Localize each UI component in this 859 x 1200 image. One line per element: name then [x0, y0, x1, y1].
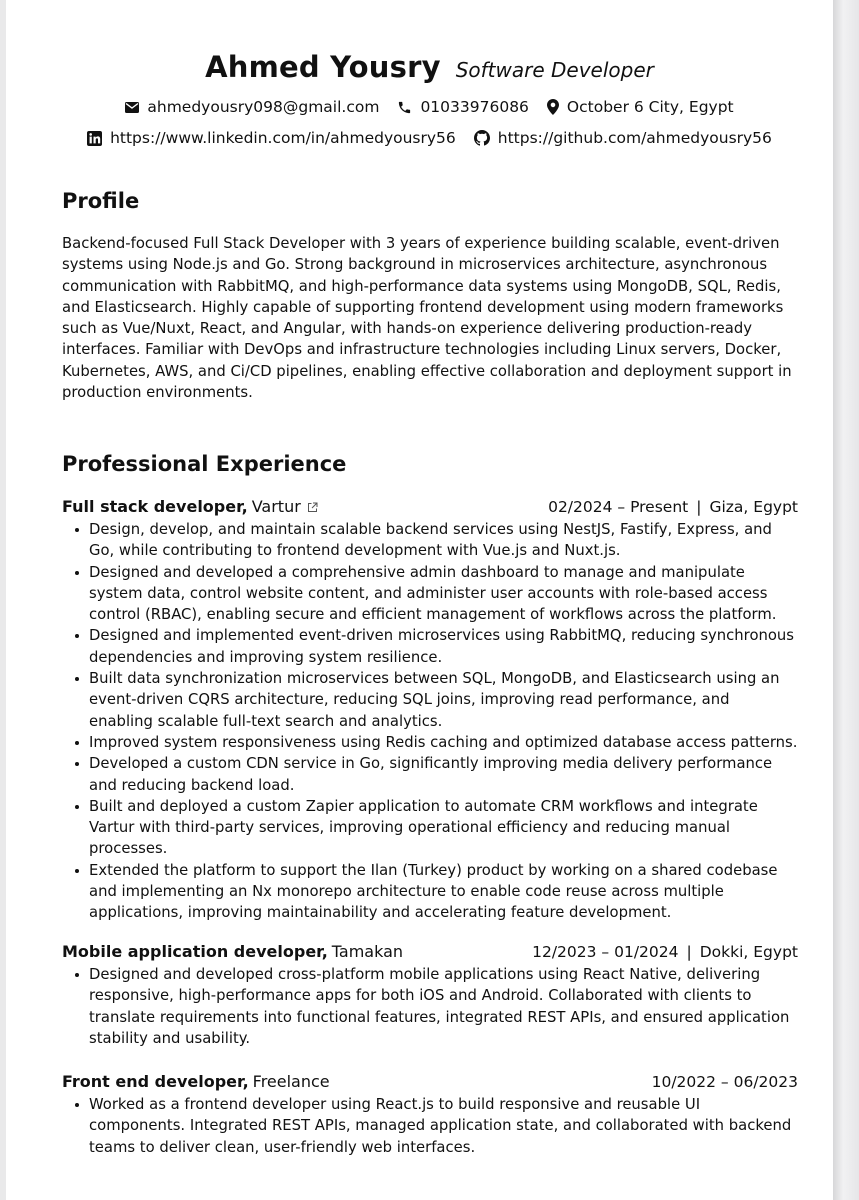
job-meta: [652, 1071, 798, 1093]
map-pin-icon: [547, 99, 559, 115]
phone-number[interactable]: 01033976086: [420, 98, 529, 116]
profile-heading: Profile: [62, 189, 140, 213]
job-bullets: [62, 1094, 798, 1158]
email-link[interactable]: ahmedyousry098@gmail.com: [147, 98, 380, 116]
list-item: Improved system responsiveness using Redis caching and optimized database access patterns.: [89, 732, 798, 753]
linkedin-contact[interactable]: [87, 129, 456, 147]
envelope-icon: [125, 102, 139, 113]
job-role: Front end developer,: [62, 1072, 249, 1091]
job-title-group: [62, 941, 403, 963]
linkedin-link[interactable]: https://www.linkedin.com/in/ahmedyousry56: [110, 129, 456, 147]
candidate-title: Software Developer: [455, 58, 654, 82]
experience-heading: Professional Experience: [62, 452, 347, 476]
company-link[interactable]: Vartur: [251, 497, 301, 516]
contact-row: [0, 98, 859, 116]
job-freelance: [62, 1071, 798, 1158]
resume-header: [0, 50, 859, 147]
list-item: Designed and implemented event-driven microservices using RabbitMQ, reducing synchronous dependencies and improving system resilience.: [89, 625, 798, 668]
job-location: Giza, Egypt: [709, 498, 798, 516]
job-meta: [532, 941, 798, 963]
list-item: Design, develop, and maintain scalable backend services using NestJS, Fastify, Express, and Go, while contributing to frontend development with Vue.js and Nuxt.js.: [89, 519, 798, 562]
candidate-name: Ahmed Yousry: [205, 50, 441, 84]
list-item: Built and deployed a custom Zapier application to automate CRM workflows and integrate Vartur with third-party services, improving operational efficiency and reducing manual processes.: [89, 796, 798, 860]
job-header: [62, 941, 798, 963]
company-name: Freelance: [252, 1072, 330, 1091]
meta-separator: |: [696, 498, 702, 516]
company-name: Tamakan: [331, 942, 404, 961]
email-contact[interactable]: [125, 98, 379, 116]
linkedin-icon: [87, 131, 102, 146]
job-dates: 12/2023 – 01/2024: [532, 943, 679, 961]
job-tamakan: [62, 941, 798, 1049]
list-item: Designed and developed cross-platform mobile applications using React Native, delivering responsive, high-performance apps for both iOS and Android. Collaborated with clients to translate requirements into functional features, integrated REST APIs, and ensured application stability and usability.: [89, 964, 798, 1049]
job-header: [62, 496, 798, 518]
job-bullets: [62, 519, 798, 924]
location-text: October 6 City, Egypt: [566, 98, 734, 116]
job-dates: 02/2024 – Present: [548, 498, 689, 516]
job-location: Dokki, Egypt: [699, 943, 798, 961]
github-icon: [474, 130, 490, 146]
job-role: Mobile application developer,: [62, 942, 328, 961]
github-contact[interactable]: [474, 129, 772, 147]
list-item: Designed and developed a comprehensive admin dashboard to manage and manipulate system data, control website content, and administer user accounts with role-based access control (RBAC), enabling secure and efficient management of workflows across the platform.: [89, 562, 798, 626]
phone-contact[interactable]: [397, 98, 528, 116]
list-item: Developed a custom CDN service in Go, significantly improving media delivery performance and reducing backend load.: [89, 753, 798, 796]
phone-icon: [397, 100, 412, 115]
location-contact: [547, 98, 734, 116]
links-row: [0, 129, 859, 147]
job-dates: 10/2022 – 06/2023: [651, 1073, 798, 1091]
github-link[interactable]: https://github.com/ahmedyousry56: [497, 129, 772, 147]
page-edge: [833, 0, 859, 1200]
list-item: Extended the platform to support the Ilan (Turkey) product by working on a shared codebase and implementing an Nx monorepo architecture to enable code reuse across multiple applications, improving maintainability and accelerating feature development.: [89, 860, 798, 924]
profile-summary: Backend-focused Full Stack Developer with 3 years of experience building scalable, event-driven systems using Node.js and Go. Strong background in microservices architecture, asynchronous communication with RabbitMQ, and high-performance data systems using MongoDB, SQL, Redis, and Elasticsearch. Highly capable of supporting frontend development using modern frameworks such as Vue/Nuxt, React, and Angular, with hands-on experience delivering production-ready interfaces. Familiar with DevOps and infrastructure technologies including Linux servers, Docker, Kubernetes, AWS, and Ci/CD pipelines, enabling effective collaboration and deployment support in production environments.: [62, 235, 792, 402]
list-item: Worked as a frontend developer using React.js to build responsive and reusable UI components. Integrated REST APIs, managed application state, and collaborated with backend teams to deliver clean, user-friendly web interfaces.: [89, 1094, 798, 1158]
job-vartur: [62, 496, 798, 924]
list-item: Built data synchronization microservices between SQL, MongoDB, and Elasticsearch using an event-driven CQRS architecture, reducing SQL joins, improving read performance, and enabling scalable full-text search and analytics.: [89, 668, 798, 732]
job-role: Full stack developer,: [62, 497, 248, 516]
job-title-group: [62, 496, 318, 518]
job-title-group: [62, 1071, 330, 1093]
job-header: [62, 1071, 798, 1093]
meta-separator: |: [686, 943, 692, 961]
external-link-icon[interactable]: [307, 502, 318, 513]
job-bullets: [62, 964, 798, 1049]
name-row: [0, 50, 859, 84]
job-meta: [548, 496, 798, 518]
